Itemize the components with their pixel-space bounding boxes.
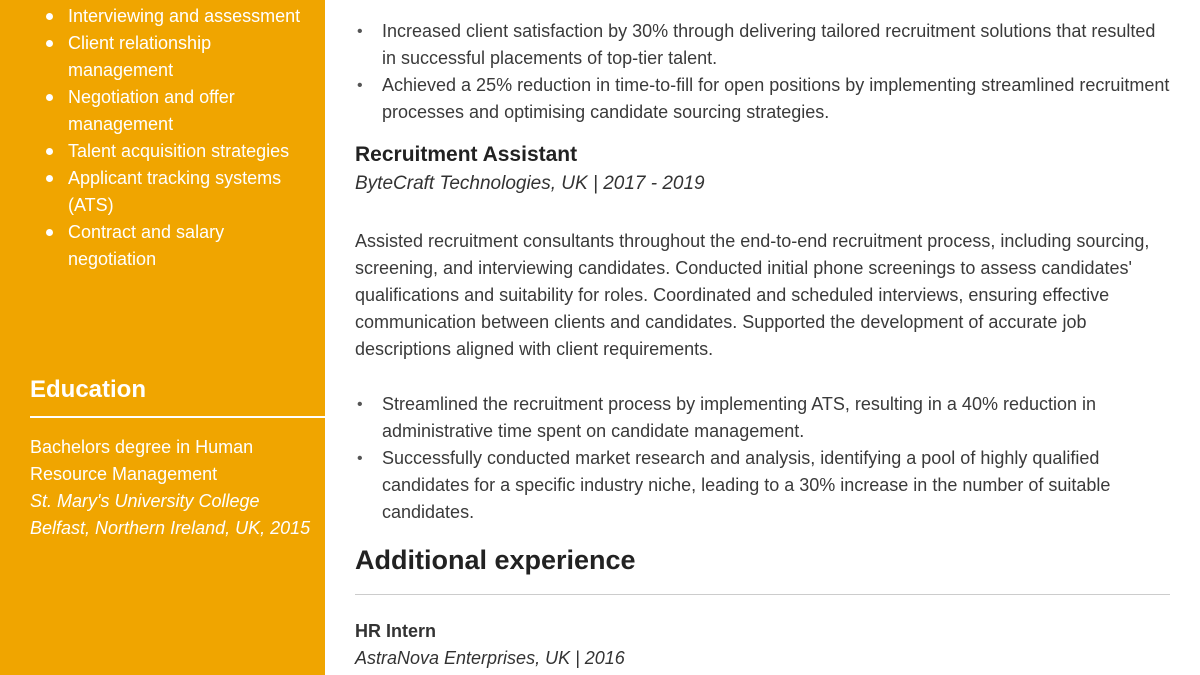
job-title: Recruitment Assistant [355,143,578,166]
skill-item [68,138,313,165]
achievement-item: • Achieved a 25% reduction in time-to-fill for open positions by implementing streamlined recruitment processes and optimising candidate sourcing strategies. [355,72,1170,126]
education-degree: Bachelors degree in Human Resource Management [30,437,254,484]
skill-label: Talent acquisition strategies [68,141,290,161]
skill-label: Negotiation and offer management [68,87,235,134]
skill-item [68,30,313,84]
achievement-item: • Successfully conducted market research and analysis, identifying a pool of highly qualified candidates for a specific industry niche, leading to a 30% increase in the number of suitable candidates. [355,445,1170,526]
education-school: St. Mary's University College [30,491,260,511]
skill-label: Applicant tracking systems (ATS) [68,168,282,215]
education-location-year: Belfast, Northern Ireland, UK, 2015 [30,518,311,538]
education-divider [30,416,325,418]
education-entry [30,434,320,542]
skill-item [68,3,313,30]
education-heading: Education [30,376,147,403]
skill-label: Contract and salary negotiation [68,222,225,269]
sidebar [0,0,325,675]
section-divider [355,594,1170,595]
job-company-dates: ByteCraft Technologies, UK | 2017 - 2019 [355,173,705,194]
achievement-item: • Streamlined the recruitment process by implementing ATS, resulting in a 40% reduction in administrative time spent on candidate management. [355,391,1170,445]
additional-job-title: HR Intern [355,621,436,641]
additional-job-company-dates: AstraNova Enterprises, UK | 2016 [355,648,625,668]
skill-item [68,84,313,138]
skills-list [68,3,313,273]
main-content [355,0,1170,672]
achievements-list [355,18,1170,126]
job-description: Assisted recruitment consultants throughout the end-to-end recruitment process, including sourcing, screening, and interviewing candidates. Conducted initial phone screenings to assess candidates' qualifications and suitability for roles. Coordinated and scheduled interviews, ensuring effective communication between clients and candidates. Supported the development of accurate job descriptions aligned with client requirements. [355,231,1150,359]
job-achievements-list [355,391,1170,526]
skill-label: Client relationship management [68,33,212,80]
skill-label: Interviewing and assessment [68,6,301,26]
skill-item [68,165,313,219]
additional-experience-heading: Additional experience [355,545,636,575]
skill-item [68,219,313,273]
achievement-item: • Increased client satisfaction by 30% through delivering tailored recruitment solutions that resulted in successful placements of top-tier talent. [355,18,1170,72]
